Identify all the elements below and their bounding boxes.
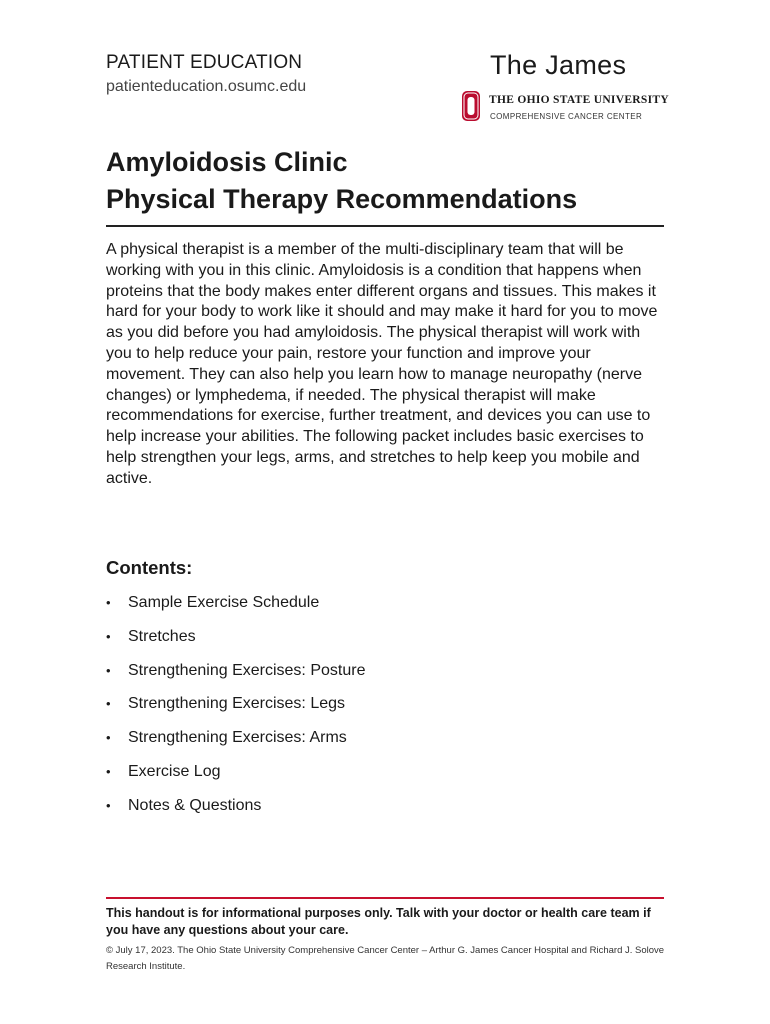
bullet-icon: • — [106, 696, 111, 712]
contents-heading: Contents: — [106, 557, 193, 578]
section-label: PATIENT EDUCATION — [106, 52, 303, 73]
page-title — [106, 144, 666, 218]
list-item-label: Exercise Log — [128, 762, 221, 780]
footer-copyright: © July 17, 2023. The Ohio State University Comprehensive Cancer Center – Arthur G. James Cancer Hospital and Richard J. Solove Research Institute. — [106, 945, 665, 972]
site-url: patienteducation.osumc.edu — [106, 78, 307, 95]
list-item — [106, 592, 646, 626]
bullet-icon: • — [106, 730, 111, 746]
footer-disclaimer: This handout is for informational purposes only. Talk with your doctor or health care team if you have any questions about your care. — [106, 906, 651, 937]
list-item — [106, 693, 646, 727]
contents-list — [106, 592, 646, 829]
list-item-label: Stretches — [128, 627, 196, 645]
bullet-icon: • — [106, 662, 111, 678]
list-item-label: Strengthening Exercises: Posture — [128, 661, 366, 679]
list-item — [106, 761, 646, 795]
header-left — [106, 52, 306, 97]
bullet-icon: • — [106, 595, 111, 610]
block-o-icon — [461, 90, 481, 122]
footer-divider — [106, 897, 664, 899]
list-item — [106, 727, 646, 761]
bullet-icon: • — [106, 628, 111, 644]
logo-center: COMPREHENSIVE CANCER CENTER — [490, 112, 643, 121]
title-line-1: Amyloidosis Clinic — [106, 147, 348, 177]
title-divider — [106, 225, 664, 227]
title-line-2: Physical Therapy Recommendations — [106, 184, 578, 214]
bullet-icon: • — [106, 763, 111, 779]
list-item — [106, 660, 646, 694]
the-james-logo — [461, 50, 669, 130]
list-item-label: Strengthening Exercises: Legs — [128, 695, 346, 713]
list-item-label: Sample Exercise Schedule — [128, 594, 320, 611]
list-item-label: Notes & Questions — [128, 796, 262, 814]
list-item — [106, 795, 646, 829]
list-item-label: Strengthening Exercises: Arms — [128, 729, 347, 747]
intro-paragraph: A physical therapist is a member of the multi-disciplinary team that will be working with you in this clinic. Amyloidosis is a condition that happens when proteins that the body makes enter different organs and tissues. This makes it hard for your body to work like it should and may make it hard for you to move as you did before you had amyloidosis. The physical therapist will work with you to help reduce your pain, restore your function and improve your movement. They can also help you learn how to manage neuropathy (nerve changes) or lymphedema, if needed. The physical therapist will make recommendations for exercise, further treatment, and devices you can use to help increase your abilities. The following packet includes basic exercises to help strengthen your legs, arms, and stretches to help keep you mobile and active. — [106, 241, 658, 487]
bullet-icon: • — [106, 797, 111, 813]
logo-name: The James — [490, 50, 627, 80]
list-item — [106, 626, 646, 660]
logo-university: THE OHIO STATE UNIVERSITY — [489, 94, 669, 106]
